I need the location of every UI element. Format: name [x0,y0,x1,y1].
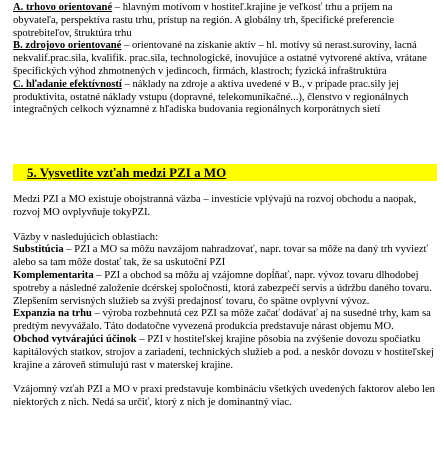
section-heading: 5. Vysvetlite vzťah medzi PZI a MO [13,164,437,181]
link-label: Substitúcia [13,244,64,256]
intro-paragraph: Medzi PZI a MO existuje obojstranná väzba – investície vplývajú na rozvoj obchodu a naopak, rozvoj MO ovplyvňuje tokyPZI. [13,194,417,218]
section-body [13,194,437,410]
conclusion-paragraph: Vzájomný vzťah PZI a MO v praxi predstavuje kombináciu všetkých uvedených faktorov alebo len niektorých z nich. Nedá sa určiť, ktorý z nich je dominantný viac. [13,384,435,409]
link-item-substitution [13,244,437,270]
link-text: – PZI v hostiteľskej krajine pôsobia na zvýšenie dovozu spočiatku kapitálových statkov, strojov a zariadení, technických služieb a pod. a neskôr dovozu v hostiteľskej krajine a zároveň stimulujú rast v materskej krajine. [13,333,434,371]
text-c: – náklady na zdroje a aktíva uvedené v B., v prípade prac.sily jej produktivita, ostatné náklady vstupu (dopravné, telekomunikačné...), členstvo v regionálnych integračných celkoch významné z hľadiska budovania regionálnych korporátnych sietí [13,78,409,116]
link-item-expansion [13,308,437,334]
section-orientations [13,2,437,117]
link-text: – PZI a MO sa môžu navzájom nahradzovať, napr. tovar sa môže na daný trh vyviezť alebo sa tam môže dostať tak, že sa uskutoční PZI [13,244,429,269]
text-a: – hlavným motívom v hostiteľ.krajine je veľkosť trhu a príjem na obyvateľa, perspektíva rastu trhu, prístup na región. A globálny trh, špecifické preferencie spotrebiteľov, štruktúra trhu [13,2,395,39]
link-label: Expanzia na trhu [13,308,92,320]
label-c: C. hľadanie efektívností [13,78,122,90]
paragraph-b [13,40,437,78]
link-item-complementarity [13,270,437,308]
label-a: A. trhovo orientované [13,2,113,13]
link-text: – PZI a obchod sa môžu aj vzájomne dopĺňať, napr. vývoz tovaru dlhodobej spotreby a následné založenie dcérskej spoločnosti, ktorá zabezpečí servis a údržbu daného tovaru. Zlepšením servisných služieb sa zvýši predajnosť tovaru, čo spätne ovplyvní vývoz. [13,269,432,307]
link-text: – výroba rozbehnutá cez PZI sa môže začať dodávať aj na susedné trhy, kam sa predtým nevyvážalo. Táto dodatočne vyvezená produkcia predstavuje nárast objemu MO. [13,308,431,333]
paragraph-c [13,79,437,117]
text-b: – orientované na získanie aktív – hl. motívy sú nerast.suroviny, lacná nekvalif.prac.sila, kvalifik. prac.sila, technologické, inovujúce a ostatné vytvorené aktíva, vrátane špecifických výhod zhmotnených v jedincoch, firmách, klastroch; fyzická infraštruktúra [13,40,427,77]
paragraph-a [13,2,437,40]
links-title: Väzby v nasledujúcich oblastiach: [13,231,159,243]
link-item-trade-effect [13,334,437,372]
link-label: Komplementarita [13,269,94,281]
label-b: B. zdrojovo orientované [13,40,122,52]
link-label: Obchod vytvárajúci účinok [13,333,137,345]
